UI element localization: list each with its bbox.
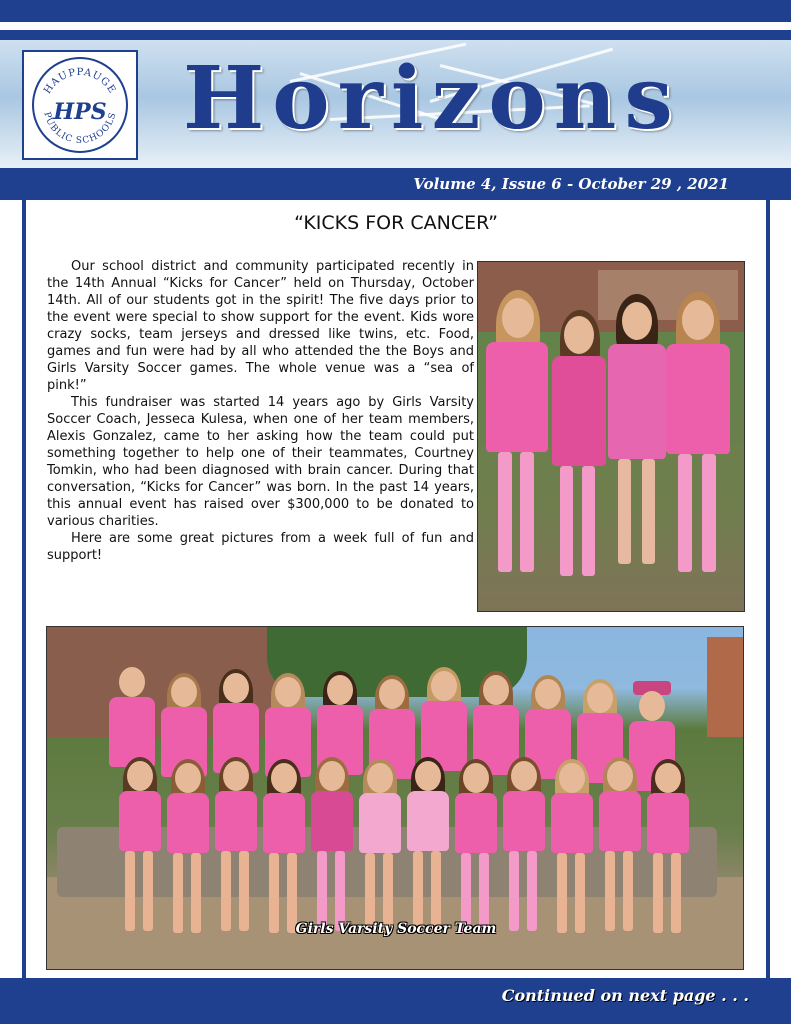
top-stripe-white [0, 22, 791, 30]
team-photo-caption: Girls Varsity Soccer Team [295, 921, 497, 937]
article-paragraph-3: Here are some great pictures from a week full of fun and support! [47, 531, 474, 563]
top-stripe-lower [0, 30, 791, 40]
newsletter-title: Horizons [183, 48, 681, 149]
article-headline: “KICKS FOR CANCER” [294, 212, 498, 234]
article-paragraph-1: Our school district and community participated recently in the 14th Annual “Kicks for Cancer” held on Thursday, October 14th. All of our students got in the spirit! The five days prior to the event were special to show support for the event. Kids wore crazy socks, team jerseys and dressed like twins, etc. Food, games and fun were had by all who attended the the Boys and Girls Varsity Soccer games. The whole venue was a “sea of pink!” [47, 259, 474, 393]
school-seal-icon [32, 57, 128, 153]
logo-monogram: HPS [53, 99, 107, 125]
article-paragraph-2: This fundraiser was started 14 years ago by Girls Varsity Soccer Coach, Jesseca Kulesa, when one of her team members, Alexis Gonzalez, came to her asking how the team could put something together to help one of their teammates, Courtney Tomkin, who had been diagnosed with brain cancer. During that conversation, “Kicks for Cancer” was born. In the past 14 years, this annual event has raised over $300,000 to be donated to various charities. [47, 395, 474, 529]
svg-text:HAUPPAUGE [42, 67, 118, 96]
continued-on-next-page: Continued on next page . . . [501, 986, 749, 1005]
issue-line: Volume 4, Issue 6 - October 29 , 2021 [413, 175, 729, 193]
logo-text-top: HAUPPAUGE [42, 67, 118, 97]
right-border [766, 200, 770, 978]
school-logo [22, 50, 138, 160]
four-students-in-pink-photo [477, 261, 745, 612]
girls-varsity-soccer-team-photo [46, 626, 744, 970]
left-border [22, 200, 26, 978]
article-body [47, 258, 474, 564]
logo-text-bottom: PUBLIC SCHOOLS [41, 110, 119, 147]
top-stripe [0, 0, 791, 22]
